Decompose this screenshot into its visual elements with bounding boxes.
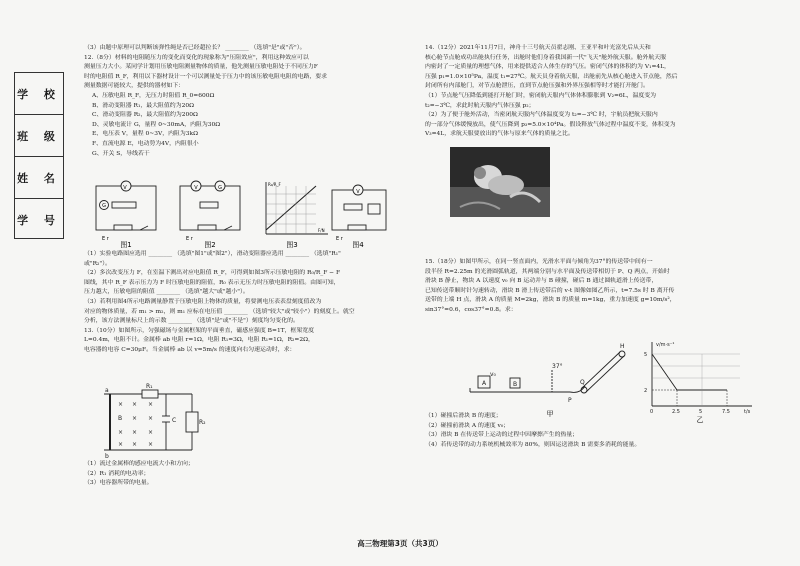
vt-ytick-5: 5 — [644, 352, 648, 358]
svg-text:C: C — [172, 417, 177, 424]
svg-text:×: × — [148, 401, 154, 408]
svg-text:A: A — [482, 380, 487, 387]
svg-text:×: × — [118, 429, 124, 436]
q15-sub3: （3）滑块 B 在传送带上运动的过程中因摩擦产生的热量； — [425, 432, 579, 439]
vt-xtick-2.5: 2.5 — [672, 409, 680, 415]
fig-yi-label: 乙 — [696, 416, 704, 424]
q13-sub3: （3）电容器所带的电量。 — [84, 480, 153, 487]
q13-questions — [84, 460, 396, 489]
text-line: 测量压力大小。某同学计划用压敏电阻测量物体的质量，他先测量压敏电阻处于不同压力F — [84, 64, 318, 71]
option-a: A、压敏电阻 R_F，无压力时阻值 R_0=600Ω — [92, 92, 215, 99]
vt-xlabel: t/s — [744, 409, 751, 415]
student-id-field[interactable]: 学 号 — [17, 213, 61, 227]
figure-2-circuit — [180, 181, 240, 230]
question-13-header: 13.（10分）如图所示，匀强磁场与金属框架的平面垂直，磁感应强度 B=1T，框架宽度 — [84, 327, 315, 334]
text-line: L=0.4m，电阻不计。金属棒 ab 电阻 r=1Ω，电阻 R₁=3Ω，电阻 R₁=1Ω，R₂=2Ω， — [84, 337, 314, 344]
svg-text:E r: E r — [102, 236, 109, 242]
svg-text:V: V — [194, 185, 198, 191]
vt-xtick-0: 0 — [650, 409, 654, 415]
text-line: 或"R₂"）。 — [84, 260, 111, 267]
svg-text:Q: Q — [580, 379, 585, 386]
text-line: 封闭所有内部舱门，对节点舱泄压，直到节点舱压强和外界压强相等时才能打开舱门。 — [425, 83, 649, 90]
text-line: V₃=4L，求航天服要放出的气体与原来气体的质量之比。 — [425, 131, 574, 138]
text-line: 已知传送带顺时针匀速转动，滑块 B 滑上传送带后的 v-t 图像如图乙所示，t=7.5s 时 B 离开传 — [425, 287, 675, 294]
svg-text:B: B — [118, 415, 123, 422]
graph3-ylabel: R₀/R_F — [268, 182, 281, 187]
option-d: D、灵敏电流计 G，量程 0~30mA，内阻为30Ω — [92, 121, 221, 128]
figure-3-label: 图3 — [286, 241, 298, 249]
vt-ylabel: v/m·s⁻¹ — [656, 342, 675, 348]
text-line: 电容器的电容 C=30μF。当金属棒 ab 以 v=5m/s 的速度向右匀速运动时，求： — [84, 346, 296, 353]
svg-text:H: H — [620, 343, 625, 350]
text-line: 测量数据可能较大，提供的器材如下： — [84, 83, 185, 90]
q15-sub1: （1）碰撞后滑块 B 的速度； — [425, 413, 502, 419]
page-footer: 高三物理第3页（共3页） — [357, 539, 443, 548]
option-c: C、滑动变阻器 R₂，最大阻值约为200Ω — [92, 112, 198, 119]
svg-text:B: B — [513, 381, 518, 388]
svg-text:R₁: R₁ — [146, 383, 153, 390]
text-line: 压力越大，压敏电阻的阻值 ________ （选填"越大"或"越小"）。 — [84, 289, 249, 296]
question-12-header: 12.（8分）材料的电阻随压力的变化而变化的现象称为"压阻效应"，利用这种效应可以 — [84, 54, 309, 61]
text-line: 图线，其中 R_F 表示压力为 F 时压敏电阻的阻值，R₀ 表示无压力时压敏电阻的阻值。由图可知， — [84, 279, 340, 286]
text-line: 的一部分气体缓慢放出，使气压降到 p₃=5.0×10⁴Pa。假设释放气体过程中温度不变，体积变为 — [425, 121, 676, 128]
left-column-mid — [84, 250, 396, 356]
q15-sub2: （2）碰撞前滑块 A 的速度 v₀； — [425, 422, 510, 429]
fig-jia-label: 甲 — [546, 410, 554, 418]
graph3-xlabel: F/N — [318, 228, 325, 233]
text-line: 对应的物体质量，若 m₁ > m₂，则 m₁ 应标在电压值 ________ （选填"较大"或"较小"）的刻度上。就空 — [84, 308, 355, 315]
text-line: 分析，该方法测量标尺上的示数 ________ （选填"是"或"不是"）刻度均匀变化的。 — [84, 318, 299, 325]
q14-sub2: （2）为了便于舱外活动，当密闭航天服内气体温度变为 t₂=−3℃ 时，宇航员把航天服内 — [425, 112, 658, 119]
svg-text:×: × — [132, 429, 138, 436]
q15-block — [425, 258, 765, 316]
svg-text:R₂: R₂ — [199, 419, 206, 426]
voltmeter-label: V — [123, 185, 127, 191]
right-column — [425, 44, 765, 140]
text-line: 压强 p₁=1.0×10⁵Pa，温度 t₁=27℃。航天员身着航天服，出舱前先从核心舱进入节点舱，然后 — [425, 73, 678, 80]
text-line: 滑块 B 静止，物块 A 以速度 v₀ 向 B 运动并与 B 碰撞，碰后 B 通过圆轨道滑上传送带， — [425, 278, 658, 285]
text-line: 段半径 R=2.25m 的光滑圆弧轨道，其两端分别与水平面及传送带相切于 P、Q 两点，开始时 — [425, 268, 670, 275]
svg-text:×: × — [132, 441, 138, 448]
option-g: G、开关 S，导线若干 — [92, 150, 150, 157]
svg-text:×: × — [132, 401, 138, 408]
q12-sub2: （2）多次改变压力 F，在室温下测出对应电阻值 R_F，可得到如图3所示压敏电阻的 R₀/R_F − F — [84, 270, 341, 277]
text-line: 时的电阻值 R_F，利用以下器材设计一个可以测量处于压力中的该压敏电阻电阻的电路，要求 — [84, 73, 328, 80]
svg-text:a: a — [105, 387, 109, 394]
svg-text:v₀: v₀ — [490, 371, 496, 378]
svg-text:P: P — [568, 397, 572, 404]
galvanometer-label: G — [102, 203, 106, 209]
vt-ytick-2: 2 — [644, 388, 648, 394]
figure-3-graph — [266, 182, 328, 234]
q15-sub4: （4）若传送带的动力系统机械效率为 80%，则因运送滑块 B 需要多消耗的能量。 — [425, 441, 641, 448]
vt-xtick-5: 5 — [699, 409, 703, 415]
option-b: B、滑动变阻器 R₁，最大阻值约为20Ω — [92, 102, 194, 109]
text-line: t₂=−3℃，求此时航天服内气体压强 p₂； — [425, 102, 535, 109]
class-field[interactable]: 班 级 — [15, 115, 63, 157]
figure-4-label: 图4 — [352, 241, 364, 249]
text-line: （3）由题中原理可以判断该弹性绳是否已经超拉长？ ________ （选填"是"或"否"）。 — [84, 45, 306, 51]
question-15-header: 15.（18分）如图甲所示，在同一竖直面内，光滑水平面与倾角为37°的传送带中间有一 — [425, 259, 653, 265]
svg-text:V: V — [356, 189, 360, 195]
svg-text:×: × — [118, 401, 124, 408]
option-f: F、直流电源 E，电动势为4V，内阻很小 — [92, 140, 199, 147]
svg-text:×: × — [132, 415, 138, 422]
svg-text:E r: E r — [186, 236, 193, 242]
text-line: 核心舱节点舱成功出舱执行任务，出舱时他们身着我国新一代"飞天"舱外航天服。舱外航天服 — [425, 54, 667, 61]
svg-text:37°: 37° — [552, 363, 563, 370]
svg-text:E r: E r — [336, 236, 343, 242]
svg-text:×: × — [148, 415, 154, 422]
q13-sub1: （1）流过金属棒的感应电流大小和方向； — [84, 461, 194, 467]
svg-text:×: × — [148, 441, 154, 448]
q13-magnetic-field-figure — [96, 383, 206, 460]
text-line: 送带的上端 H 点，滑块 A 的质量 M=2kg，滑块 B 的质量 m=1kg，重力加速度 g=10m/s²， — [425, 297, 676, 304]
q14-sub1: （1）节点舱气压降低到能打开舱门时，密闭航天服内气体体积膨胀到 V₂=6L，温度变为 — [425, 92, 657, 99]
text-line: 内密封了一定质量的理想气体，用来提供适合人体生存的气压。密闭气体的体积约为 V₁=4L， — [425, 64, 670, 71]
q13-sub2: （2）R₁ 消耗的电功率； — [84, 470, 150, 477]
svg-text:G: G — [218, 185, 222, 191]
option-e: E、电压表 V，量程 0~3V，内阻为3kΩ — [92, 131, 198, 138]
name-field[interactable]: 姓 名 — [15, 157, 63, 199]
text-line: sin37°=0.6，cos37°=0.8。求： — [425, 306, 517, 313]
svg-text:b: b — [105, 453, 109, 460]
q12-sub1: （1）实验电路图应选用 ________ （选填"图1"或"图2"），滑动变阻器应选用 ________ （选填"R₁" — [84, 251, 341, 257]
svg-text:×: × — [148, 429, 154, 436]
figure-1-label: 图1 — [120, 241, 132, 249]
question-14-header: 14.（12分）2021年11月7日，神舟十三号航天员翟志刚、王亚平和叶光富先后从天和 — [425, 45, 651, 51]
conveyor-figure — [470, 340, 630, 420]
school-field[interactable]: 学 校 — [15, 73, 63, 115]
astronaut-photo — [450, 147, 550, 217]
q12-sub3: （3）若利用图4所示电路测量静置于压敏电阻上物体的质量，将要测电压表表盘刻度值改为 — [84, 298, 322, 305]
circuit-figures — [92, 180, 392, 250]
q15-questions — [425, 412, 765, 450]
student-info-box — [14, 72, 64, 239]
figure-2-label: 图2 — [204, 241, 216, 249]
vt-xtick-7.5: 7.5 — [722, 409, 730, 415]
svg-text:×: × — [118, 441, 124, 448]
left-column — [84, 44, 396, 159]
